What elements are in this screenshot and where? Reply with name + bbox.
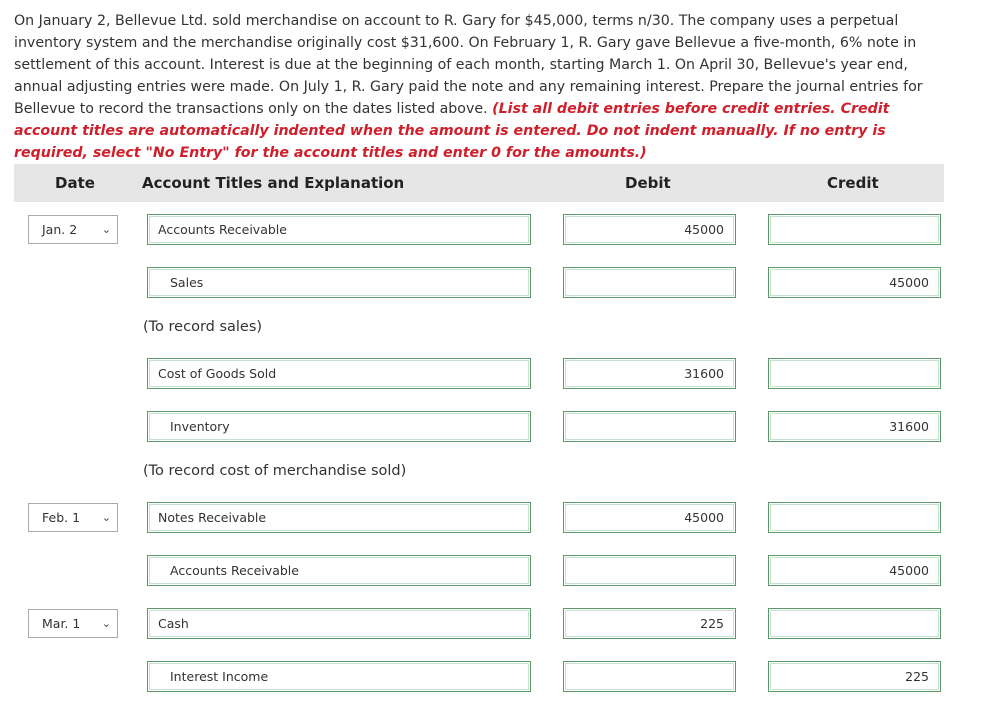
explanation-note: (To record cost of merchandise sold) — [143, 463, 407, 479]
account-field[interactable]: Cash — [147, 608, 531, 639]
chevron-down-icon: ⌄ — [101, 223, 111, 236]
debit-field[interactable]: 225 — [563, 608, 736, 639]
account-field[interactable]: Interest Income — [147, 661, 531, 692]
date-value: Mar. 1 — [42, 616, 81, 631]
date-select[interactable] — [28, 503, 118, 532]
credit-field[interactable]: 31600 — [768, 411, 941, 442]
credit-header: Credit — [827, 174, 879, 192]
credit-field[interactable] — [768, 214, 941, 245]
problem-statement — [14, 10, 944, 164]
debit-header: Debit — [625, 174, 671, 192]
explanation-note: (To record sales) — [143, 319, 263, 335]
chevron-down-icon: ⌄ — [101, 511, 111, 524]
credit-field[interactable]: 45000 — [768, 555, 941, 586]
date-header: Date — [55, 174, 95, 192]
debit-field[interactable] — [563, 411, 736, 442]
account-field[interactable]: Cost of Goods Sold — [147, 358, 531, 389]
debit-field[interactable]: 31600 — [563, 358, 736, 389]
date-select[interactable] — [28, 215, 118, 244]
credit-field[interactable] — [768, 608, 941, 639]
debit-field[interactable]: 45000 — [563, 214, 736, 245]
account-field[interactable]: Sales — [147, 267, 531, 298]
account-field[interactable]: Notes Receivable — [147, 502, 531, 533]
credit-field[interactable] — [768, 358, 941, 389]
credit-field[interactable]: 225 — [768, 661, 941, 692]
date-value: Jan. 2 — [42, 222, 78, 237]
problem-text: On January 2, Bellevue Ltd. sold merchandise on account to R. Gary for $45,000, terms n/30. The company uses a perpetual inventory system and the merchandise originally cost $31,600. On February 1, R. Gary gave Bellevue a five-month, 6% note in settlement of this account. Interest is due at the beginning of each month, starting March 1. On April 30, Bellevue's year end, annual adjusting entries were made. On July 1, R. Gary paid the note and any remaining interest. Prepare the journal entries for Bellevue to record the transactions only on the dates listed above. — [14, 13, 923, 117]
date-select[interactable] — [28, 609, 118, 638]
account-field[interactable]: Inventory — [147, 411, 531, 442]
debit-field[interactable] — [563, 661, 736, 692]
account-field[interactable]: Accounts Receivable — [147, 214, 531, 245]
debit-field[interactable]: 45000 — [563, 502, 736, 533]
account-field[interactable]: Accounts Receivable — [147, 555, 531, 586]
instructions: (List all debit entries before credit entries. Credit account titles are automatically indented when the amount is entered. Do not indent manually. If no entry is required, select "No Entry" for the account titles and enter 0 for the amounts.) — [14, 101, 890, 161]
credit-field[interactable] — [768, 502, 941, 533]
date-value: Feb. 1 — [42, 510, 81, 525]
table-header — [14, 164, 944, 202]
credit-field[interactable]: 45000 — [768, 267, 941, 298]
chevron-down-icon: ⌄ — [101, 617, 111, 630]
debit-field[interactable] — [563, 555, 736, 586]
account-header: Account Titles and Explanation — [142, 174, 405, 192]
debit-field[interactable] — [563, 267, 736, 298]
